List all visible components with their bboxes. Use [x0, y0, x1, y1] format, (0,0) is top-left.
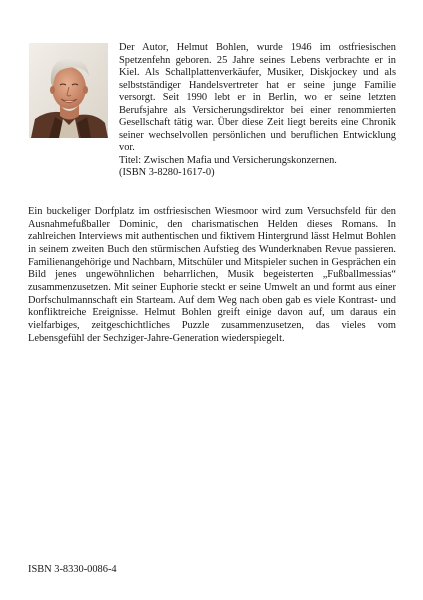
- author-photo: [29, 43, 108, 138]
- previous-book-title: Titel: Zwischen Mafia und Versicherungskonzernen.: [119, 154, 337, 166]
- author-portrait-icon: [29, 43, 108, 138]
- book-isbn: ISBN 3-8330-0086-4: [28, 564, 117, 575]
- author-bio: [119, 42, 396, 180]
- book-blurb: [28, 206, 396, 345]
- previous-book-isbn: (ISBN 3-8280-1617-0): [119, 167, 215, 179]
- author-bio-text: Der Autor, Helmut Bohlen, wurde 1946 im ostfriesischen Spetzenfehn geboren. 25 Jahre seines Lebens verbrachte er in Kiel. Als Schallplattenverkäufer, Musiker, Diskjockey und als selbstständiger Handelsvertreter hat er seine junge Familie versorgt. Seit 1990 lebt er in Berlin, wo er seine letzten Berufsjahre als Versicherungsdirektor bei einer renommierten Gesellschaft tätig war. Über diese Zeit liegt bereits eine Chronik seiner wechselvollen persönlichen und beruflichen Entwicklung vor.: [119, 42, 396, 154]
- book-blurb-text: Ein buckeliger Dorfplatz im ostfriesischen Wiesmoor wird zum Versuchsfeld für den Ausnahmefußballer Dominic, den charismatischen Helden dieses Romans. In zahlreichen Interviews mit authentischen und fiktivem Hintergrund lässt Helmut Bohlen in seinem zweiten Buch den stürmischen Aufstieg des Wunderknaben Revue passieren. Familienangehörige und Nachbarn, Mitschüler und Mitspieler suchen in Gesprächen ein Bild jenes ungewöhnlichen beharrlichen, Musik begeisterten „Fußballmessias“ zusammenzusetzen. Mit seiner Euphorie steckt er seine Umwelt an und formt aus einer Dorfschulmannschaft ein Starteam. Auf dem Weg nach oben gab es viele Kontrast- und konfliktreiche Ereignisse. Helmut Bohlen greift einige davon auf, um daraus ein vielfarbiges, zeitgeschichtliches Puzzle zusammenzusetzen, das vieles vom Lebensgefühl der Sechziger-Jahre-Generation wiederspiegelt.: [28, 206, 396, 344]
